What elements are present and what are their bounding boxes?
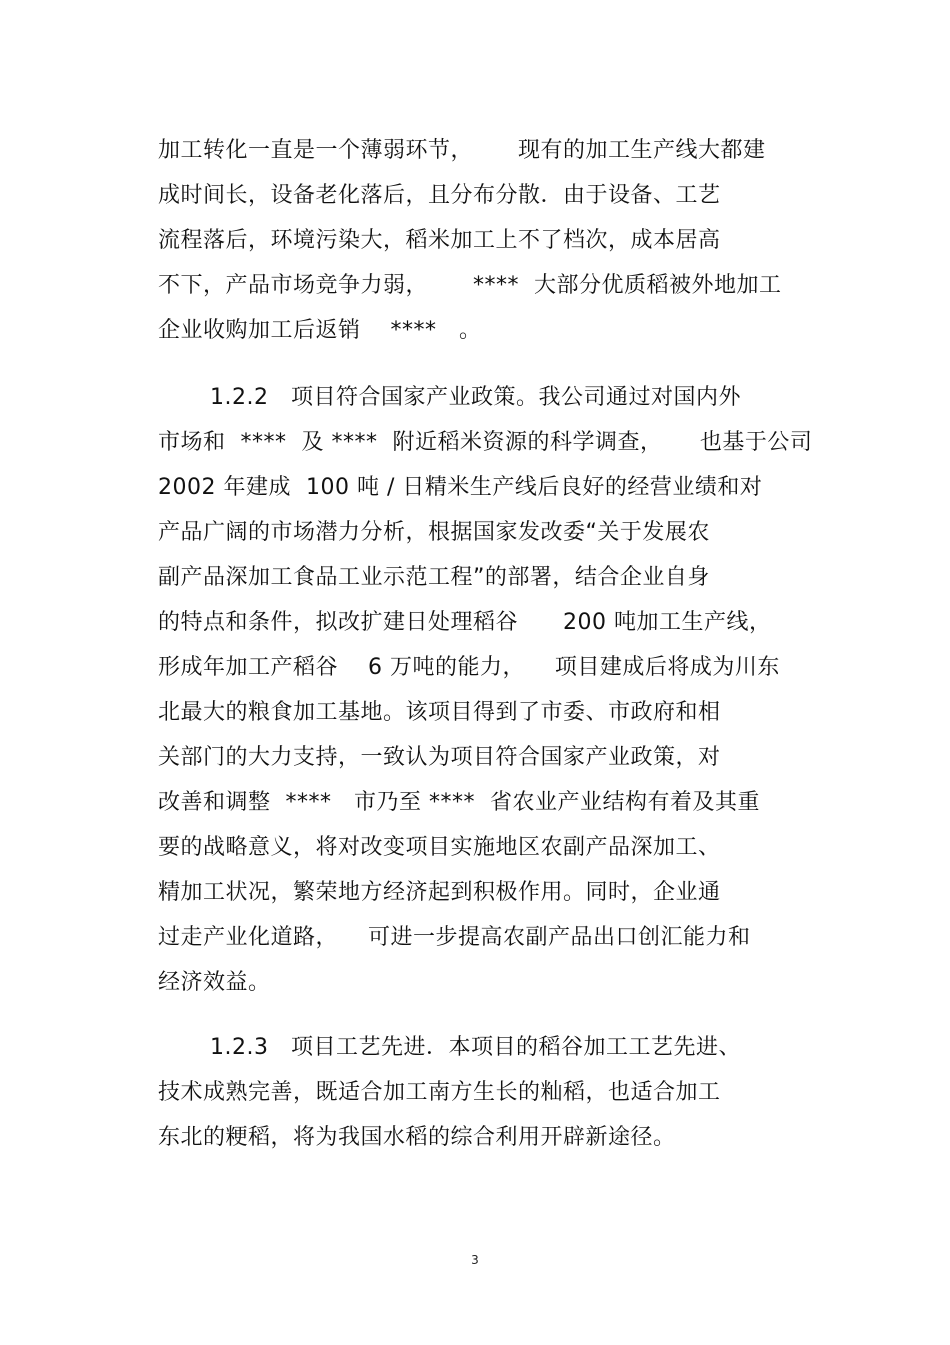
text-line: 技术成熟完善，既适合加工南方生长的籼稻，也适合加工 bbox=[158, 1080, 721, 1105]
text-line: 东北的粳稻，将为我国水稻的综合利用开辟新途径。 bbox=[158, 1125, 676, 1150]
text-line: 形成年加工产稻谷 6 万吨的能力， 项目建成后将成为川东 bbox=[158, 655, 780, 680]
text-line: 不下，产品市场竞争力弱， **** 大部分优质稻被外地加工 bbox=[158, 273, 782, 298]
page-number: 3 bbox=[471, 1253, 479, 1267]
text-line: 经济效益。 bbox=[158, 970, 271, 995]
section-heading-1-2-2: 1.2.2 项目符合国家产业政策。我公司通过对国内外 bbox=[210, 385, 741, 410]
text-line: 改善和调整 **** 市乃至 **** 省农业产业结构有着及其重 bbox=[158, 790, 760, 815]
text-line: 过走产业化道路， 可进一步提高农副产品出口创汇能力和 bbox=[158, 925, 751, 950]
text-line: 关部门的大力支持，一致认为项目符合国家产业政策，对 bbox=[158, 745, 721, 770]
text-line: 市场和 **** 及 **** 附近稻米资源的科学调查， 也基于公司 bbox=[158, 430, 813, 455]
text-line: 副产品深加工食品工业示范工程”的部署，结合企业自身 bbox=[158, 565, 710, 590]
text-line: 加工转化一直是一个薄弱环节， 现有的加工生产线大都建 bbox=[158, 138, 766, 163]
text-line: 精加工状况，繁荣地方经济起到积极作用。同时，企业通 bbox=[158, 880, 721, 905]
text-line: 北最大的粮食加工基地。该项目得到了市委、市政府和相 bbox=[158, 700, 721, 725]
section-heading-1-2-3: 1.2.3 项目工艺先进．本项目的稻谷加工工艺先进、 bbox=[210, 1035, 741, 1060]
text-line: 企业收购加工后返销 **** 。 bbox=[158, 318, 482, 343]
text-line: 流程落后，环境污染大，稻米加工上不了档次，成本居高 bbox=[158, 228, 721, 253]
text-line: 产品广阔的市场潜力分析，根据国家发改委“关于发展农 bbox=[158, 520, 710, 545]
text-line: 2002 年建成 100 吨 / 日精米生产线后良好的经营业绩和对 bbox=[158, 475, 763, 500]
text-line: 成时间长，设备老化落后，且分布分散．由于设备、工艺 bbox=[158, 183, 721, 208]
text-line: 要的战略意义，将对改变项目实施地区农副产品深加工、 bbox=[158, 835, 721, 860]
text-line: 的特点和条件，拟改扩建日处理稻谷 200 吨加工生产线， bbox=[158, 610, 772, 635]
